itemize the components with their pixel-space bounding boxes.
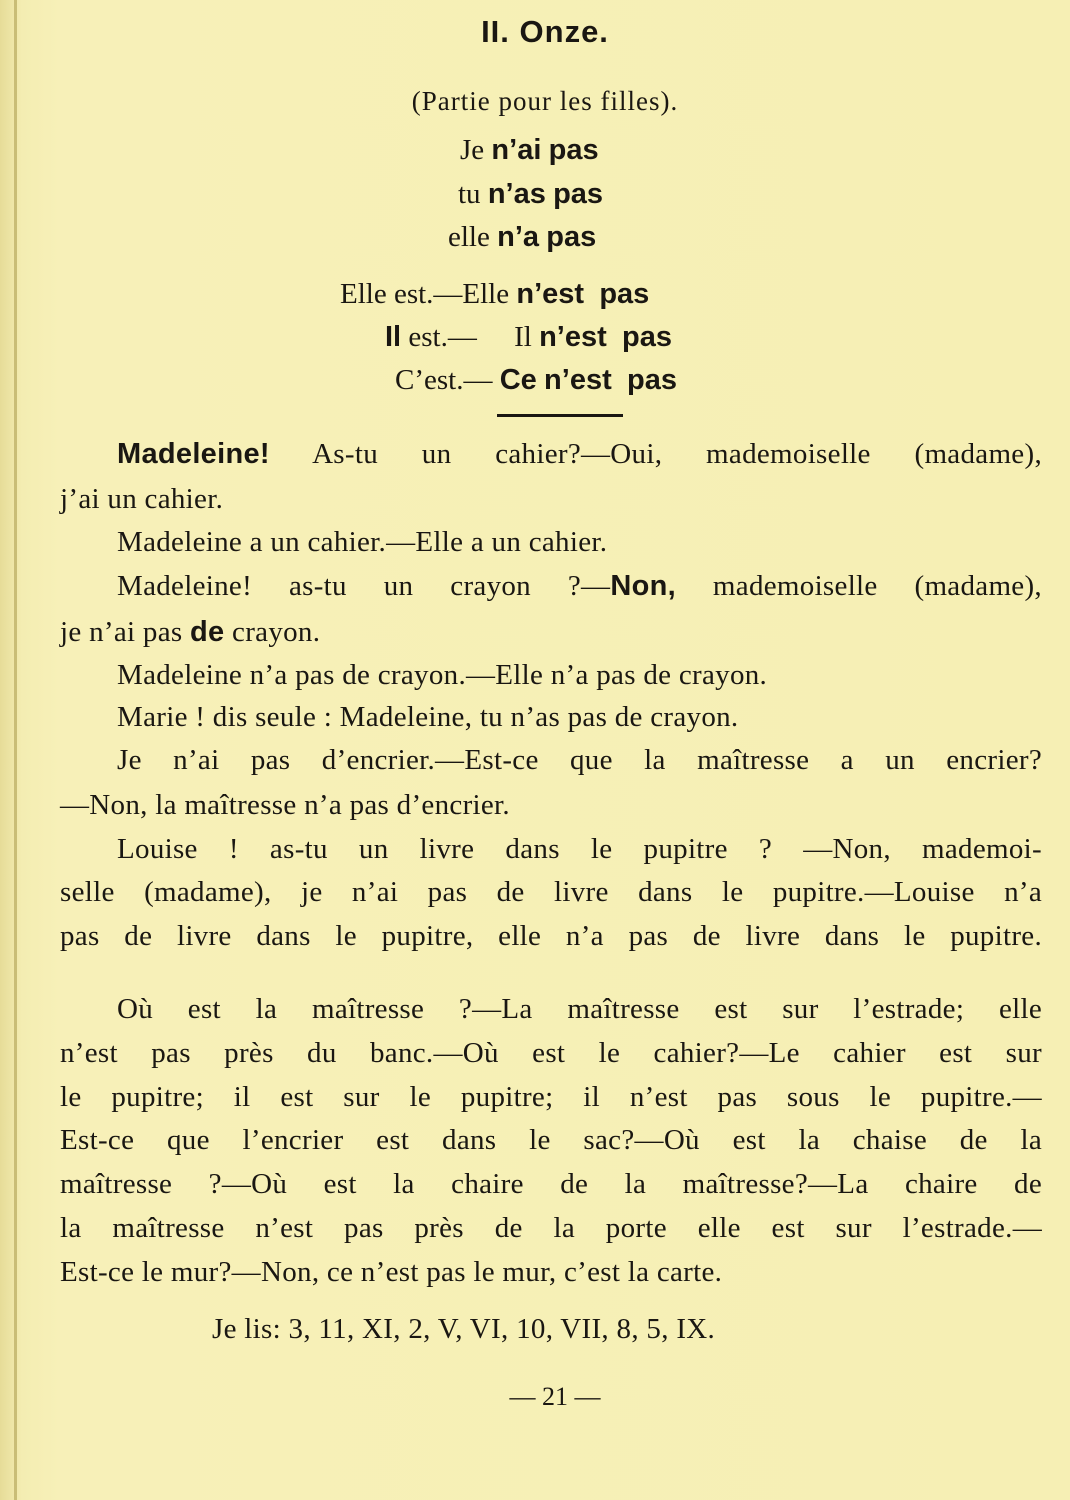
conj-tu-verb: n’as bbox=[487, 178, 546, 210]
body-line-1 bbox=[117, 438, 1042, 471]
body-line-17: maîtresse ?—Où est la chaire de la maîtresse?—La chaire de bbox=[60, 1168, 1042, 1200]
conj-il-est-pos: est.— bbox=[408, 321, 477, 353]
word-de: de bbox=[190, 616, 225, 648]
conj-elle-est-pos: Elle est.—Elle bbox=[340, 278, 510, 310]
conj-elle-verb: n’a bbox=[497, 221, 540, 253]
body-line-5 bbox=[60, 616, 1045, 649]
body-line-7: Marie ! dis seule : Madeleine, tu n’as pas de crayon. bbox=[117, 701, 739, 733]
body-line-8: Je n’ai pas d’encrier.—Est-ce que la maîtresse a un encrier? bbox=[117, 744, 1042, 776]
conj-il-pronoun: Il bbox=[385, 321, 402, 353]
conj-il-est-pos2: Il bbox=[514, 321, 532, 353]
conj-il-est-verb: n’est bbox=[539, 321, 607, 353]
body-line-16: Est-ce que l’encrier est dans le sac?—Où est la chaise de la bbox=[60, 1124, 1042, 1156]
conj-je bbox=[460, 134, 599, 167]
page-number: — 21 — bbox=[509, 1382, 601, 1411]
body-line-2: j’ai un cahier. bbox=[60, 483, 224, 515]
conj-c-est-pos: C’est.— bbox=[395, 364, 493, 396]
body-line-4 bbox=[117, 570, 1042, 603]
word-non: Non, bbox=[610, 570, 676, 602]
body-line-4-a: Madeleine! as-tu un crayon ?— bbox=[117, 570, 611, 602]
conj-elle-est-neg: pas bbox=[599, 278, 650, 310]
book-spine bbox=[14, 0, 17, 1500]
body-line-9: —Non, la maîtresse n’a pas d’encrier. bbox=[60, 789, 510, 821]
body-line-3: Madeleine a un cahier.—Elle a un cahier. bbox=[117, 526, 608, 558]
reading-numbers: Je lis: 3, 11, XI, 2, V, VI, 10, VII, 8, 5, IX. bbox=[212, 1313, 716, 1345]
body-line-13: Où est la maîtresse ?—La maîtresse est sur l’estrade; elle bbox=[117, 993, 1042, 1025]
conj-il-est-neg: pas bbox=[622, 321, 672, 353]
conj-elle bbox=[448, 221, 596, 254]
name-madeleine: Madeleine! bbox=[117, 438, 270, 470]
body-line-11: selle (madame), je n’ai pas de livre dans le pupitre.—Louise n’a bbox=[60, 876, 1042, 908]
conj-c-est bbox=[395, 364, 677, 397]
conj-ce-pronoun: Ce bbox=[499, 364, 537, 396]
body-line-12: pas de livre dans le pupitre, elle n’a pas de livre dans le pupitre. bbox=[60, 920, 1042, 952]
body-line-19: Est-ce le mur?—Non, ce n’est pas le mur, c’est la carte. bbox=[60, 1256, 723, 1288]
conj-je-verb: n’ai bbox=[491, 134, 542, 166]
conj-je-pronoun: Je bbox=[460, 134, 485, 166]
conj-elle-pronoun: elle bbox=[448, 221, 490, 253]
body-line-6: Madeleine n’a pas de crayon.—Elle n’a pas de crayon. bbox=[117, 659, 768, 691]
body-line-15: le pupitre; il est sur le pupitre; il n’est pas sous le pupitre.— bbox=[60, 1081, 1042, 1113]
body-line-18: la maîtresse n’est pas près de la porte elle est sur l’estrade.— bbox=[60, 1212, 1042, 1244]
section-divider bbox=[497, 414, 623, 417]
body-line-5-b: crayon. bbox=[224, 616, 321, 648]
conj-elle-neg: pas bbox=[546, 221, 597, 253]
lesson-title: II. Onze. bbox=[481, 14, 609, 49]
conj-il-est bbox=[385, 321, 672, 354]
conj-elle-est-verb: n’est bbox=[516, 278, 585, 310]
body-line-14: n’est pas près du banc.—Où est le cahier?—Le cahier est sur bbox=[60, 1037, 1042, 1069]
lesson-subtitle: (Partie pour les filles). bbox=[411, 86, 679, 116]
conj-tu-neg: pas bbox=[553, 178, 604, 210]
conj-c-est-verb: n’est bbox=[544, 364, 612, 396]
body-line-4-b: mademoiselle (madame), bbox=[676, 570, 1042, 602]
conj-tu bbox=[458, 178, 603, 211]
conj-je-neg: pas bbox=[548, 134, 599, 166]
body-line-1-text: As-tu un cahier?—Oui, mademoiselle (madame), bbox=[269, 438, 1042, 470]
conj-c-est-neg: pas bbox=[626, 364, 677, 396]
conj-tu-pronoun: tu bbox=[458, 178, 481, 210]
body-line-5-a: je n’ai pas bbox=[60, 616, 191, 648]
conj-elle-est bbox=[340, 278, 649, 311]
body-line-10: Louise ! as-tu un livre dans le pupitre ? —Non, mademoi- bbox=[117, 833, 1042, 865]
